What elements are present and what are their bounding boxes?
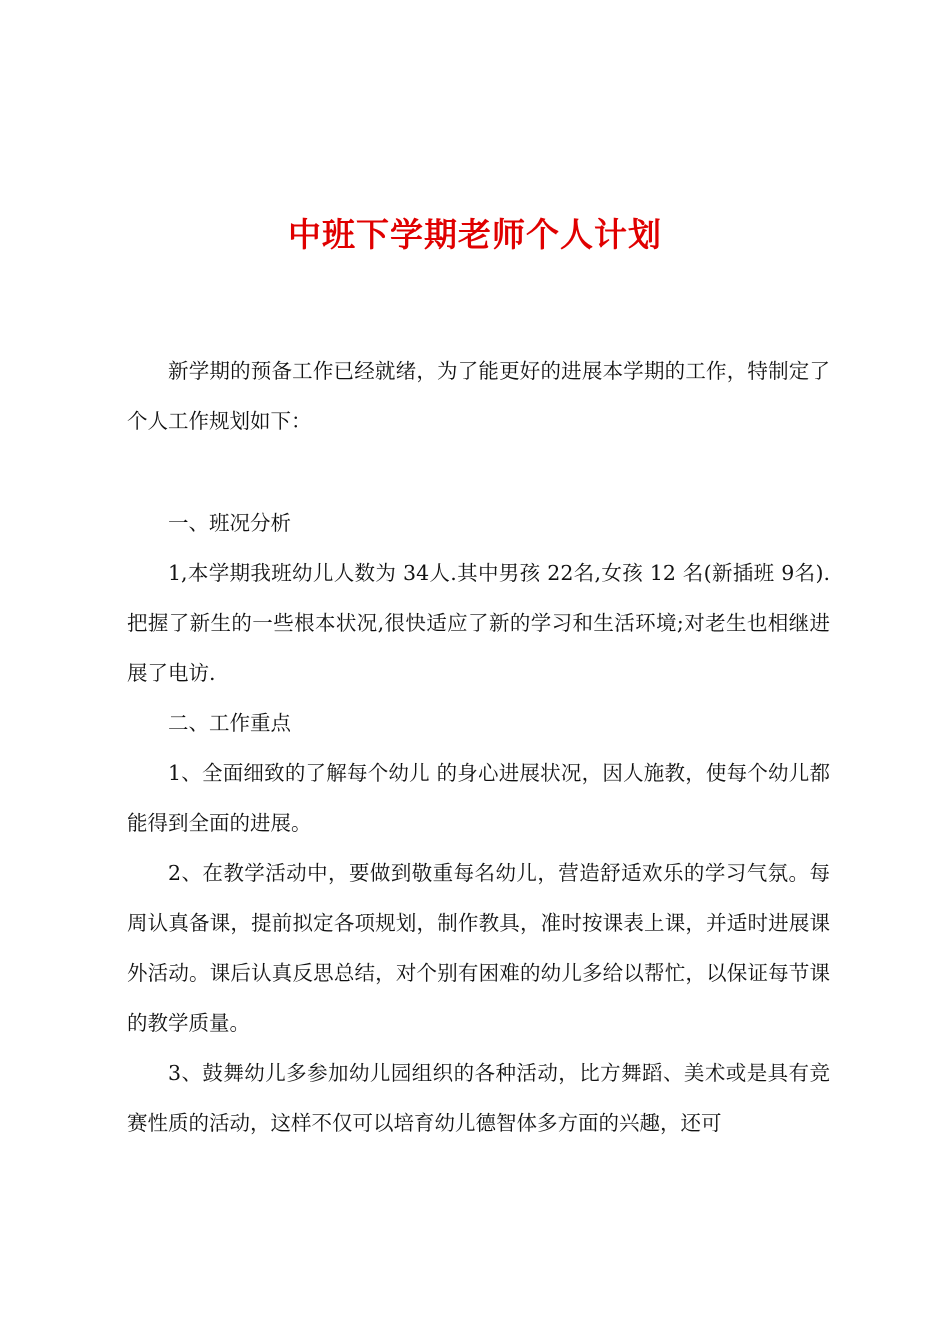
class-analysis-paragraph: 1,本学期我班幼儿人数为 34人.其中男孩 22名,女孩 12 名(新插班 9名).把握了新生的一些根本状况,很快适应了新的学习和生活环境;对老生也相继进展了电访.: [127, 561, 830, 685]
work-focus-item-1: 1、全面细致的了解每个幼儿 的身心进展状况，因人施教，使每个幼儿都能得到全面的进展。: [127, 761, 830, 835]
section-heading-work-focus: 二、工作重点: [168, 711, 291, 735]
paragraph-spacer: [127, 446, 830, 498]
document-title: 中班下学期老师个人计划: [288, 215, 662, 254]
work-focus-item-3: 3、鼓舞幼儿多参加幼儿园组织的各种活动，比方舞蹈、美术或是具有竞赛性质的活动，这样不仅可以培育幼儿德智体多方面的兴趣，还可: [127, 1061, 830, 1135]
document-body: [127, 346, 830, 1148]
work-focus-item-2: 2、在教学活动中，要做到敬重每名幼儿，营造舒适欢乐的学习气氛。每周认真备课，提前拟定各项规划，制作教具，准时按课表上课，并适时进展课外活动。课后认真反思总结，对个别有困难的幼儿多给以帮忙，以保证每节课的教学质量。: [127, 861, 830, 1035]
section-heading-class-analysis: 一、班况分析: [168, 511, 291, 535]
intro-paragraph: 新学期的预备工作已经就绪，为了能更好的进展本学期的工作，特制定了个人工作规划如下：: [127, 359, 830, 433]
